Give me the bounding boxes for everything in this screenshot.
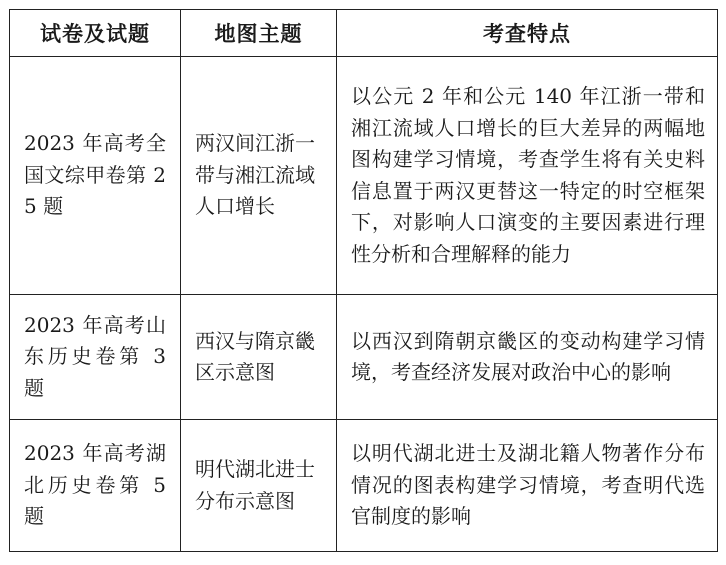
feature-cell: [337, 420, 718, 552]
theme-cell: [181, 295, 337, 420]
feature-text: 以明代湖北进士及湖北籍人物著作分布情况的图表构建学习情境，考查明代选官制度的影响: [351, 441, 705, 529]
table-row: [10, 57, 718, 295]
exam-text: 2023 年高考山东历史卷第 3 题: [24, 312, 166, 400]
theme-text: 明代湖北进士分布示意图: [195, 457, 315, 513]
table-row: [10, 295, 718, 420]
feature-text: 以西汉到隋朝京畿区的变动构建学习情境，考查经济发展对政治中心的影响: [351, 328, 705, 384]
exam-cell: [10, 420, 181, 552]
header-theme: 地图主题: [181, 10, 337, 57]
table-row: [10, 420, 718, 552]
header-feature: 考查特点: [337, 10, 718, 57]
exam-cell: [10, 295, 181, 420]
theme-cell: [181, 57, 337, 295]
header-exam: 试卷及试题: [10, 10, 181, 57]
exam-cell: [10, 57, 181, 295]
theme-text: 两汉间江浙一带与湘江流域人口增长: [195, 131, 315, 219]
theme-text: 西汉与隋京畿区示意图: [195, 328, 315, 384]
exam-text: 2023 年高考全国文综甲卷第 25 题: [24, 131, 166, 219]
theme-cell: [181, 420, 337, 552]
feature-cell: [337, 57, 718, 295]
exam-text: 2023 年高考湖北历史卷第 5 题: [24, 441, 166, 529]
exam-map-table: [9, 9, 718, 552]
table-header-row: [10, 10, 718, 57]
feature-text: 以公元 2 年和公元 140 年江浙一带和湘江流域人口增长的巨大差异的两幅地图构建学习情境，考查学生将有关史料信息置于两汉更替这一特定的时空框架下，对影响人口演变的主要因素进行理性分析和合理解释的能力: [351, 84, 705, 266]
feature-cell: [337, 295, 718, 420]
